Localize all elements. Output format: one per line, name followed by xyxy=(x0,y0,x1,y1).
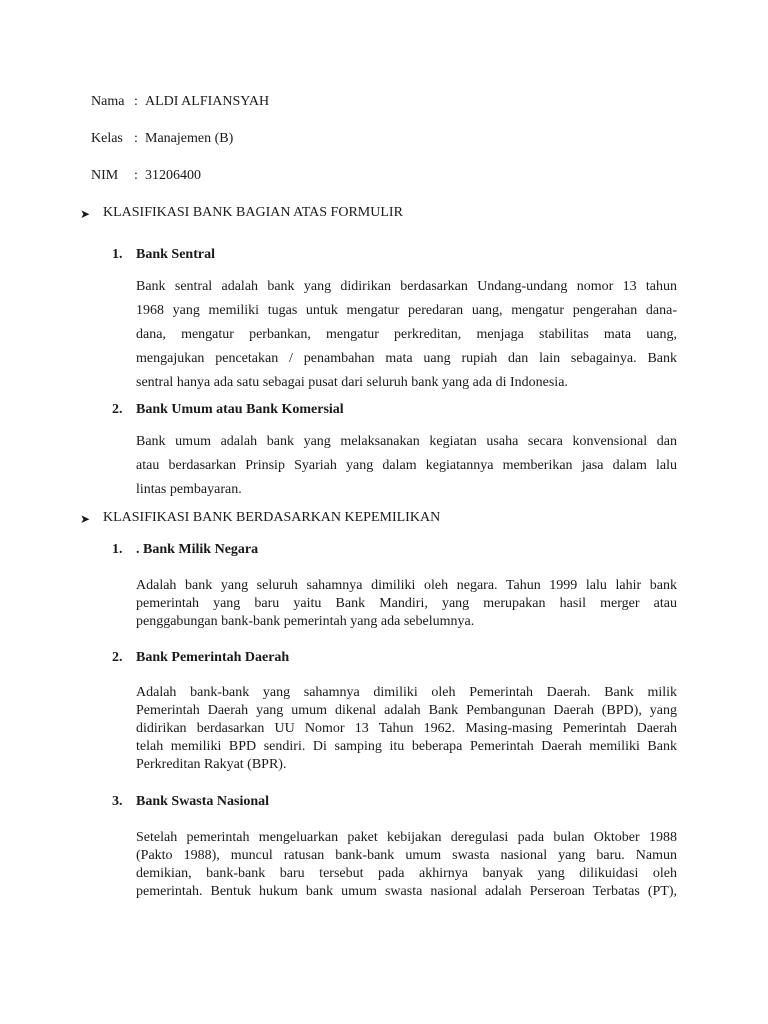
paragraph-line: Adalah bank-bank yang sahamnya dimiliki oleh Pemerintah Daerah. Bank milik xyxy=(136,685,677,700)
class-value: Manajemen (B) xyxy=(145,131,234,146)
arrow-bullet-icon: ➤ xyxy=(80,207,91,221)
item-paragraph xyxy=(136,430,677,502)
paragraph-line: 1968 yang memiliki tugas untuk mengatur peredaran uang, mengatur pengerahan dana- xyxy=(136,303,677,318)
paragraph-line: Perkreditan Rakyat (BPR). xyxy=(136,757,287,772)
item-number: 1. xyxy=(112,542,123,557)
section-heading: KLASIFIKASI BANK BERDASARKAN KEPEMILIKAN xyxy=(103,510,441,525)
name-colon: : xyxy=(134,94,138,109)
paragraph-line: Pemerintah Daerah yang umum dikenal adalah Bank Pembangunan Daerah (BPD), yang xyxy=(136,703,677,718)
arrow-bullet-icon: ➤ xyxy=(80,512,91,526)
paragraph-line: pemerintah yang baru yaitu Bank Mandiri, yang merupakan hasil merger atau xyxy=(136,596,677,611)
item-number: 2. xyxy=(112,402,123,417)
item-number: 1. xyxy=(112,247,123,262)
item-title: Bank Umum atau Bank Komersial xyxy=(136,402,344,417)
item-number: 3. xyxy=(112,794,123,809)
paragraph-line: lintas pembayaran. xyxy=(136,482,242,497)
item-paragraph xyxy=(136,577,677,631)
paragraph-line: mengajukan pencetakan / penambahan mata uang rupiah dan lain sebagainya. Bank xyxy=(136,351,677,366)
item-paragraph xyxy=(136,684,677,774)
item-title: Bank Sentral xyxy=(136,247,215,262)
item-paragraph xyxy=(136,275,677,395)
paragraph-line: Bank sentral adalah bank yang didirikan berdasarkan Undang-undang nomor 13 tahun xyxy=(136,279,677,294)
nim-label: NIM xyxy=(91,168,119,183)
paragraph-line: didirikan berdasarkan UU Nomor 13 Tahun 1962. Masing-masing Pemerintah Daerah xyxy=(136,721,677,736)
item-title: . Bank Milik Negara xyxy=(136,542,259,557)
item-paragraph xyxy=(136,829,677,901)
paragraph-line: dana, mengatur perbankan, mengatur perkreditan, menjaga stabilitas mata uang, xyxy=(136,327,677,342)
paragraph-line: Adalah bank yang seluruh sahamnya dimiliki oleh negara. Tahun 1999 lalu lahir bank xyxy=(136,578,677,593)
paragraph-line: (Pakto 1988), muncul ratusan bank-bank umum swasta nasional yang baru. Namun xyxy=(136,848,677,863)
name-value: ALDI ALFIANSYAH xyxy=(145,94,270,109)
nim-colon: : xyxy=(134,168,138,183)
section-heading: KLASIFIKASI BANK BAGIAN ATAS FORMULIR xyxy=(103,205,403,220)
nim-value: 31206400 xyxy=(145,168,201,183)
paragraph-line: sentral hanya ada satu sebagai pusat dari seluruh bank yang ada di Indonesia. xyxy=(136,375,568,390)
paragraph-line: atau berdasarkan Prinsip Syariah yang dalam kegiatannya memberikan jasa dalam lalu xyxy=(136,458,677,473)
name-label: Nama xyxy=(91,94,125,109)
paragraph-line: Setelah pemerintah mengeluarkan paket kebijakan deregulasi pada bulan Oktober 1988 xyxy=(136,830,677,845)
item-title: Bank Pemerintah Daerah xyxy=(136,650,290,665)
paragraph-line: pemerintah. Bentuk hukum bank umum swasta nasional adalah Perseroan Terbatas (PT), xyxy=(136,884,677,899)
paragraph-line: penggabungan bank-bank pemerintah yang ada sebelumnya. xyxy=(136,614,475,629)
paragraph-line: telah memiliki BPD sendiri. Di samping itu beberapa Pemerintah Daerah memiliki Bank xyxy=(136,739,677,754)
paragraph-line: Bank umum adalah bank yang melaksanakan kegiatan usaha secara konvensional dan xyxy=(136,434,677,449)
item-title: Bank Swasta Nasional xyxy=(136,794,270,809)
class-label: Kelas xyxy=(91,131,123,146)
paragraph-line: demikian, bank-bank baru tersebut pada akhirnya banyak yang dilikuidasi oleh xyxy=(136,866,677,881)
item-number: 2. xyxy=(112,650,123,665)
class-colon: : xyxy=(134,131,138,146)
